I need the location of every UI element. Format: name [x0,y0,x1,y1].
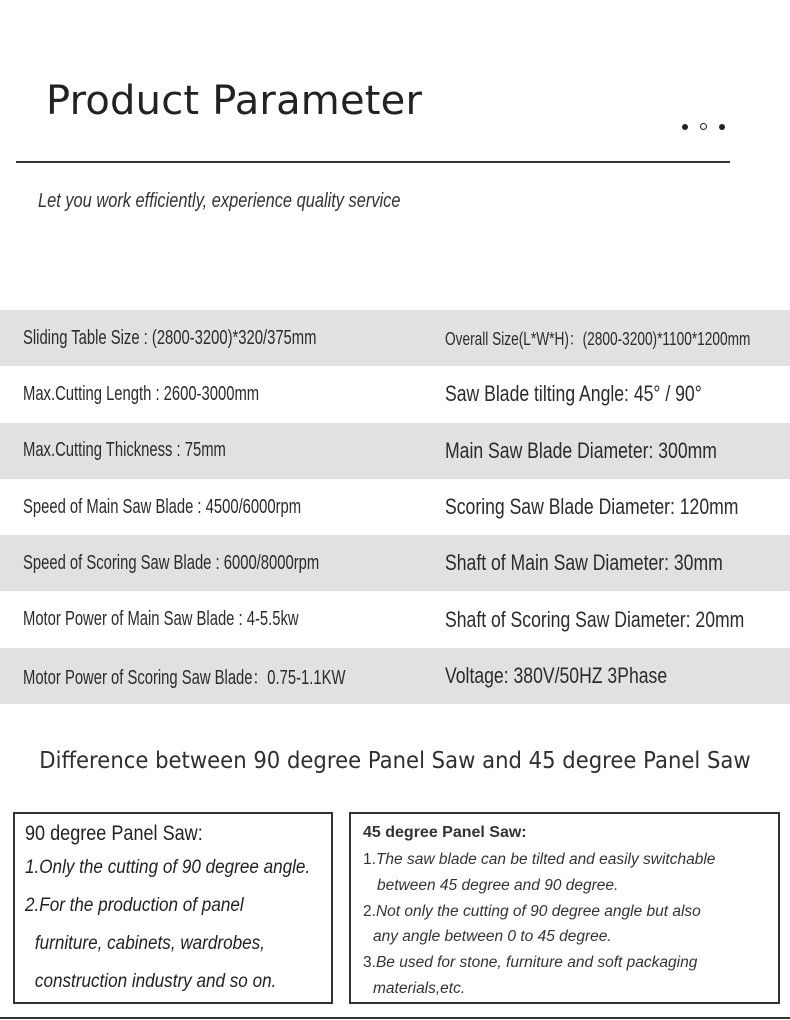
bottom-divider [0,1017,790,1019]
panel-45-title: 45 degree Panel Saw: [363,824,527,841]
parameter-row [0,423,790,479]
panel-45-line [363,927,778,953]
parameter-table [0,310,790,704]
panel-45-line [363,953,778,979]
item-number: 1. [363,851,376,868]
panel-90-line: construction industry and so on. [34,971,277,992]
parameter-right: Saw Blade tilting Angle: 45° / 90° [445,381,702,407]
parameter-row [0,591,790,647]
panel-90-box [13,812,333,1004]
item-text: between 45 degree and 90 degree. [377,876,619,894]
parameter-row [0,310,790,366]
parameter-left: Max.Cutting Length : 2600-3000mm [23,382,260,405]
panel-45-line [363,979,778,1005]
dot-icon [682,124,688,130]
item-text: materials,etc. [373,979,466,997]
parameter-right: Voltage: 380V/50HZ 3Phase [445,662,668,688]
parameter-row [0,479,790,535]
item-text: any angle between 0 to 45 degree. [373,928,612,946]
parameter-right: Scoring Saw Blade Diameter: 120mm [445,494,739,520]
parameter-left: Speed of Scoring Saw Blade : 6000/8000rpm [23,551,320,574]
dot-outline-icon [700,123,707,130]
decorative-dots [682,123,725,130]
item-number: 3. [363,954,376,972]
parameter-right: Shaft of Scoring Saw Diameter: 20mm [445,606,745,632]
parameter-row [0,366,790,422]
parameter-left: Sliding Table Size : (2800-3200)*320/375mm [23,326,317,349]
panel-90-line: 1.Only the cutting of 90 degree angle. [25,857,311,878]
page-subtitle: Let you work efficiently, experience quality service [38,190,401,212]
parameter-left: Motor Power of Scoring Saw Blade：0.75-1.1KW [23,667,346,690]
item-number: 2. [363,902,376,920]
parameter-left: Max.Cutting Thickness : 75mm [23,439,226,462]
dot-icon [719,124,725,130]
panel-45-line [363,902,778,928]
difference-heading: Difference between 90 degree Panel Saw and 45 degree Panel Saw [39,748,751,774]
panel-45-line [363,876,778,902]
parameter-row [0,648,790,704]
item-text: Be used for stone, furniture and soft packaging [375,954,698,972]
item-text: The saw blade can be tilted and easily switchable [375,851,716,868]
parameter-left: Speed of Main Saw Blade : 4500/6000rpm [23,495,302,518]
parameter-right: Overall Size(L*W*H)：(2800-3200)*1100*1200mm [445,329,751,350]
parameter-left: Motor Power of Main Saw Blade : 4-5.5kw [23,608,299,631]
title-divider [16,161,730,163]
page-title: Product Parameter [46,78,423,124]
panel-45-box [349,812,780,1004]
panel-90-title: 90 degree Panel Saw: [25,822,203,845]
panel-45-line [363,850,778,876]
panel-90-line: 2.For the production of panel [25,895,244,916]
panel-90-line: furniture, cabinets, wardrobes, [34,933,265,954]
parameter-right: Shaft of Main Saw Diameter: 30mm [445,550,723,576]
parameter-right: Main Saw Blade Diameter: 300mm [445,437,717,463]
item-text: Not only the cutting of 90 degree angle but also [375,902,701,920]
parameter-row [0,535,790,591]
